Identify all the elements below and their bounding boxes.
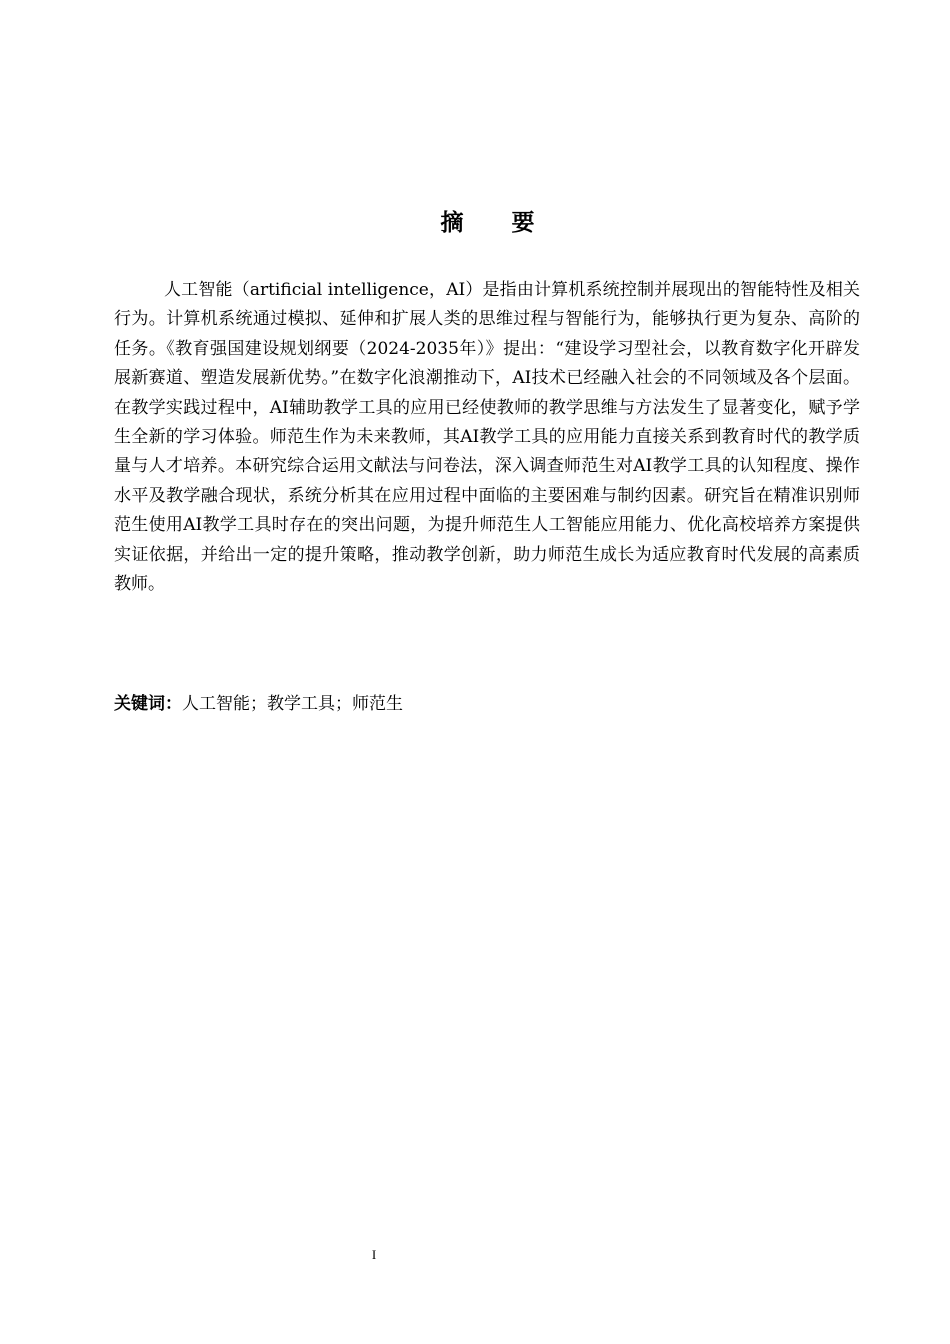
- keywords-value: 人工智能；教学工具；师范生: [182, 694, 403, 714]
- page-number: I: [371, 1247, 377, 1262]
- keywords-label: 关键词：: [114, 694, 182, 714]
- abstract-title-char-2: 要: [511, 210, 535, 236]
- abstract-title: [0, 206, 950, 240]
- keywords-line: [114, 690, 860, 719]
- abstract-body: 人工智能（artificial intelligence，AI）是指由计算机系统控制并展现出的智能特性及相关行为。计算机系统通过模拟、延伸和扩展人类的思维过程与智能行为，能够执行更为复杂、高阶的任务。《教育强国建设规划纲要（2024-2035年）》提出：“建设学习型社会，以教育数字化开辟发展新赛道、塑造发展新优势。”在数字化浪潮推动下，AI技术已经融入社会的不同领域及各个层面。在教学实践过程中，AI辅助教学工具的应用已经使教师的教学思维与方法发生了显著变化，赋予学生全新的学习体验。师范生作为未来教师，其AI教学工具的应用能力直接关系到教育时代的教学质量与人才培养。本研究综合运用文献法与问卷法，深入调查师范生对AI教学工具的认知程度、操作水平及教学融合现状，系统分析其在应用过程中面临的主要困难与制约因素。研究旨在精准识别师范生使用AI教学工具时存在的突出问题，为提升师范生人工智能应用能力、优化高校培养方案提供实证依据，并给出一定的提升策略，推动教学创新，助力师范生成长为适应教育时代发展的高素质教师。: [114, 280, 860, 595]
- abstract-title-char-1: 摘: [440, 210, 464, 236]
